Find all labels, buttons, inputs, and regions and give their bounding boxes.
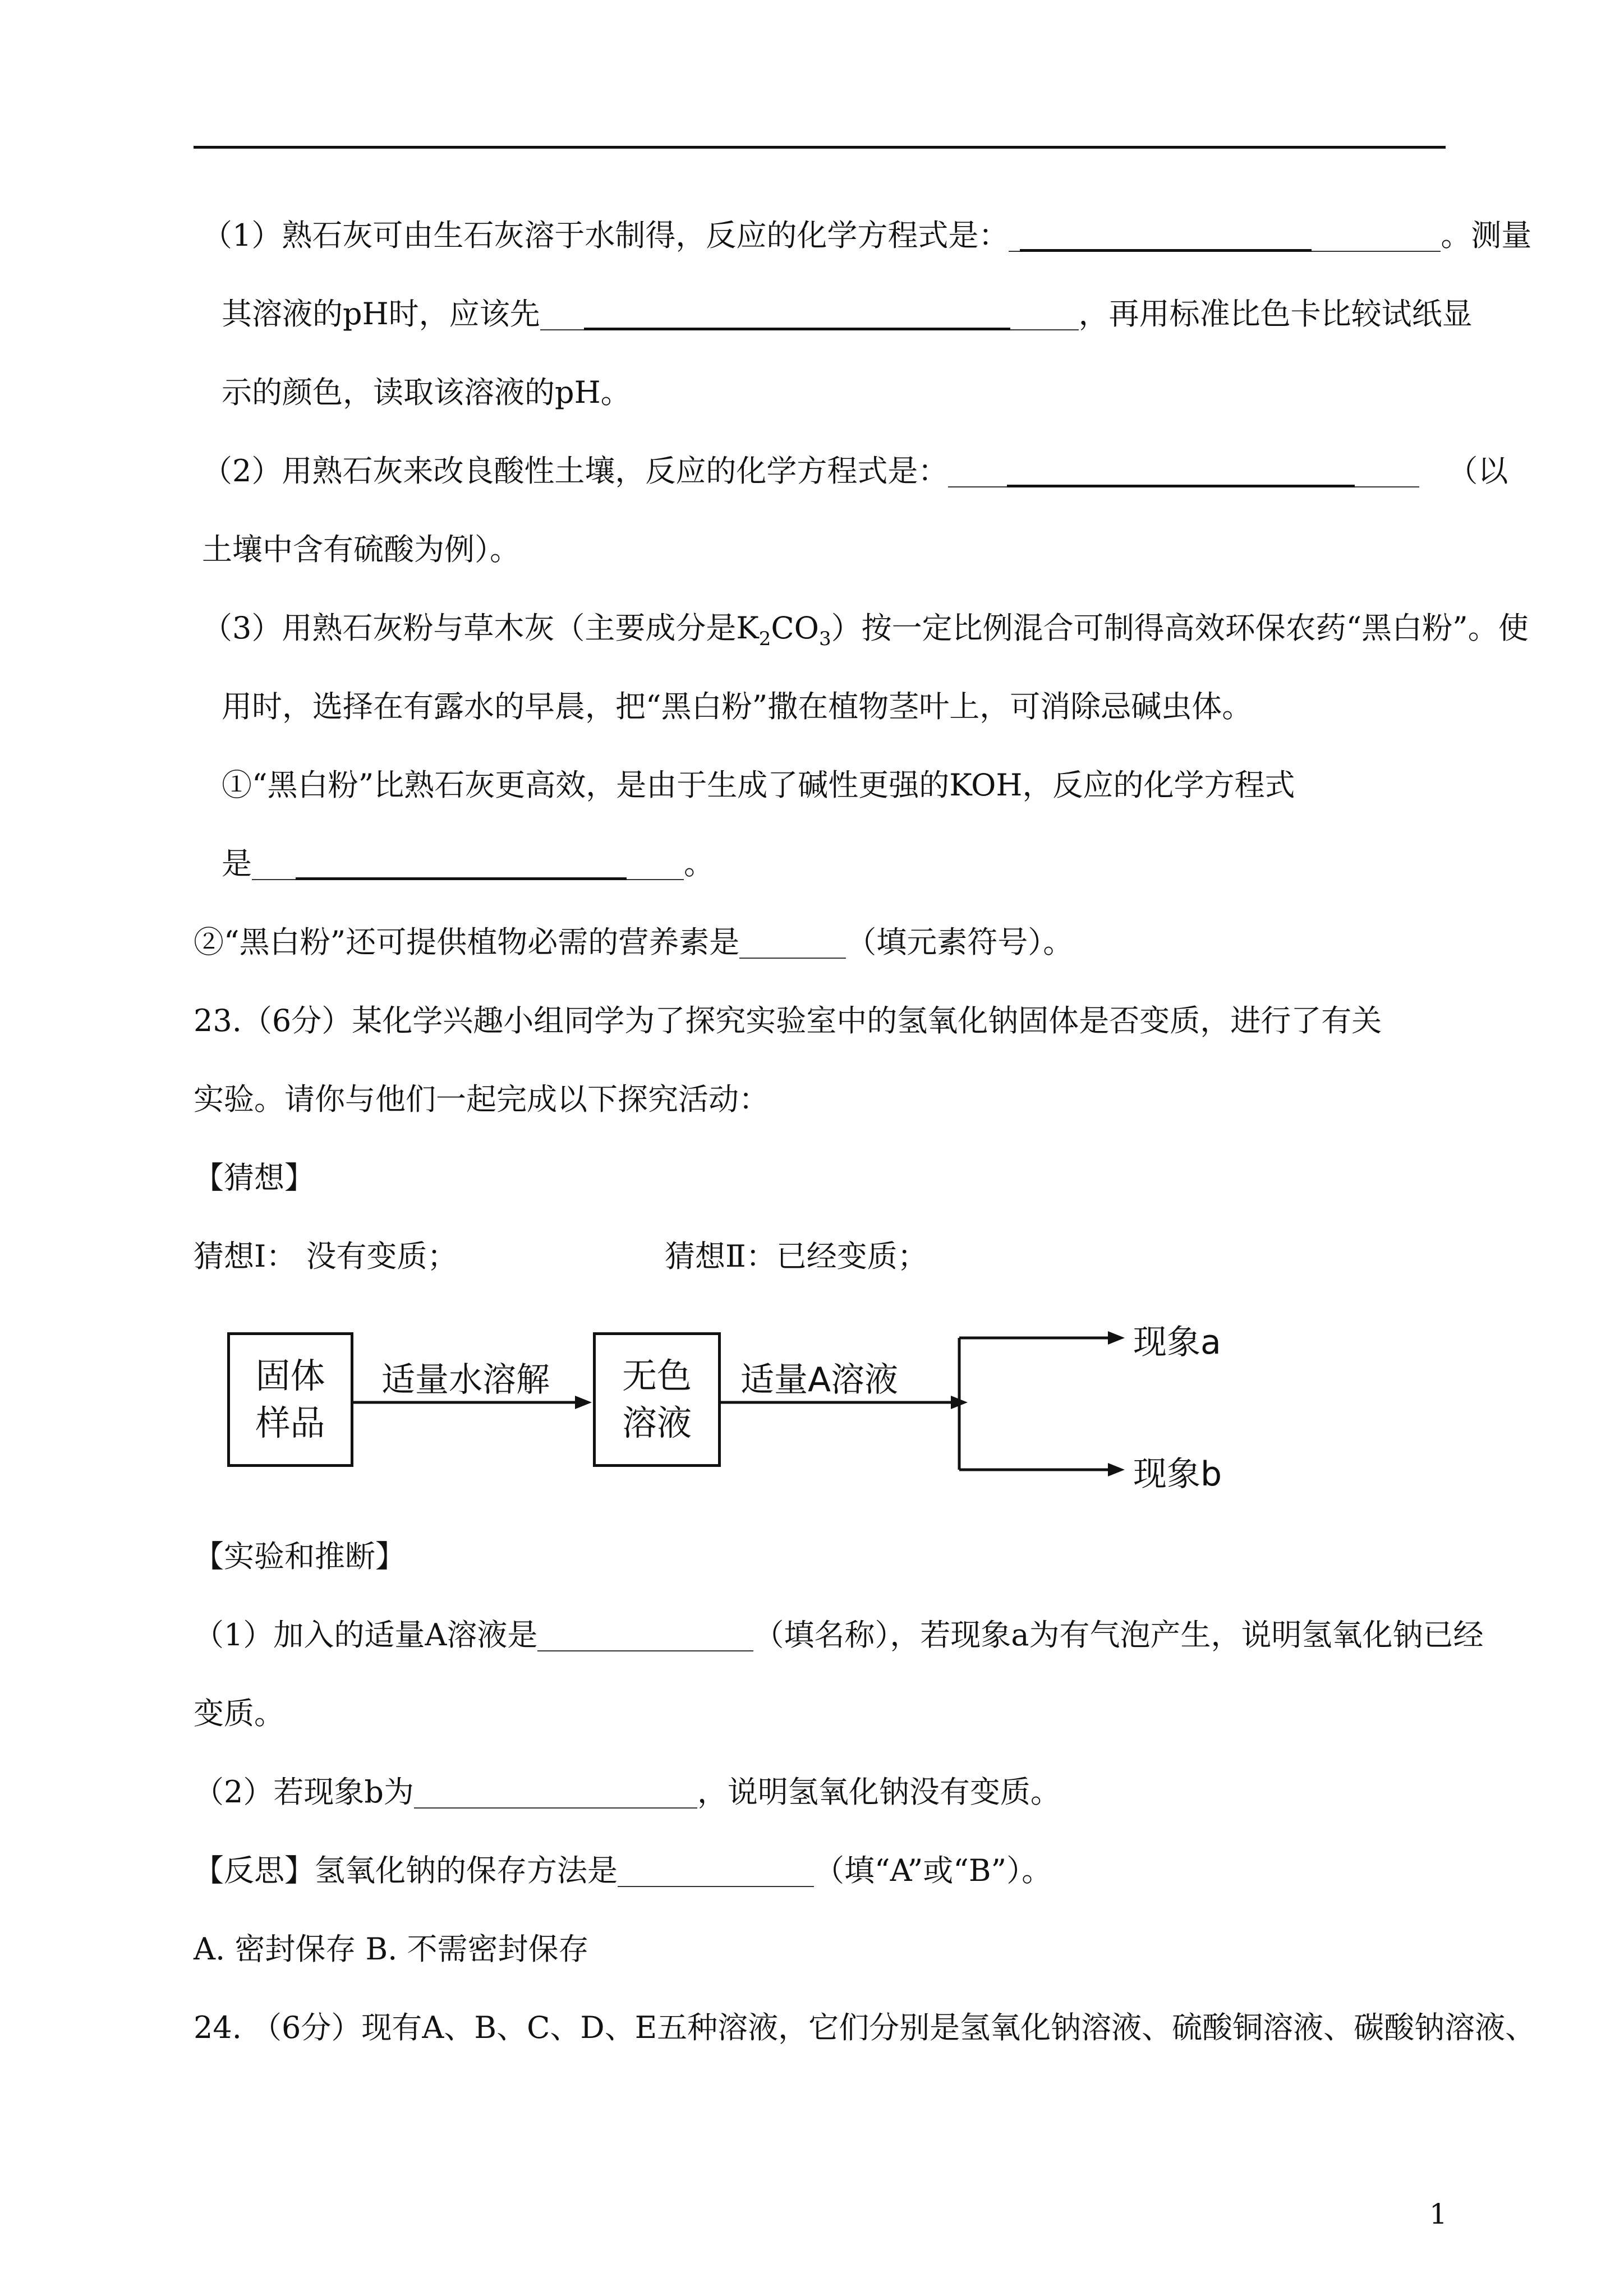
text: 24. （6分）现有A、B、C、D、E五种溶液，它们分别是氢氧化钠溶液、硫酸铜溶液、碳酸钠溶液、 <box>194 2010 1536 2045</box>
answer-blank[interactable] <box>414 1773 697 1812</box>
header-rule <box>194 146 1446 149</box>
text: （填名称），若现象a为有气泡产生，说明氢氧化钠已经 <box>753 1617 1484 1653</box>
options <box>194 1930 589 1969</box>
q22-part3-line2 <box>222 687 1252 726</box>
heading-experiment <box>194 1537 406 1576</box>
q22-part1-line1 <box>202 216 1531 255</box>
q22-part2-line2 <box>202 530 520 569</box>
text: 是 <box>222 846 252 881</box>
q24-line1 <box>194 2008 1535 2047</box>
text: ，说明氢氧化钠没有变质。 <box>697 1774 1061 1810</box>
text: A. 密封保存 B. 不需密封保存 <box>194 1931 589 1967</box>
text: （2）用熟石灰来改良酸性土壤，反应的化学方程式是： <box>202 453 949 489</box>
text: 。 <box>684 846 714 881</box>
guess-2 <box>665 1237 928 1276</box>
box-label: 固体 <box>255 1355 325 1396</box>
heading-guess <box>194 1158 315 1198</box>
text: 示的颜色，读取该溶液的pH。 <box>222 375 631 410</box>
page-number: 1 <box>1429 2198 1447 2230</box>
q22-part2-line1 <box>202 452 1508 491</box>
subscript: 2 <box>758 627 771 650</box>
q23-line2 <box>194 1080 769 1119</box>
text: ①“黑白粉”比熟石灰更高效，是由于生成了碱性更强的KOH，反应的化学方程式 <box>222 767 1295 803</box>
arrow-label-dissolve: 适量水溶解 <box>381 1360 550 1400</box>
text: 【实验和推断】 <box>194 1539 406 1574</box>
text: ，再用标准比色卡比较试纸显 <box>1078 296 1473 332</box>
colorless-solution-box <box>593 1332 721 1467</box>
text: 其溶液的pH时，应该先 <box>222 296 540 332</box>
text: 土壤中含有硫酸为例）。 <box>202 532 520 567</box>
q22-part3-sub1-line1 <box>222 766 1295 805</box>
text: （以 <box>1447 453 1508 489</box>
q22-part3-sub2 <box>194 923 1073 962</box>
text: 。测量 <box>1441 218 1532 253</box>
text: （2）若现象b为 <box>194 1774 414 1810</box>
solid-sample-box <box>227 1332 353 1467</box>
box-label: 溶液 <box>622 1402 692 1443</box>
text: （1）熟石灰可由生石灰溶于水制得，反应的化学方程式是： <box>202 218 1009 253</box>
exp-1-line1 <box>194 1616 1484 1655</box>
result-b-label: 现象b <box>1133 1455 1222 1494</box>
q22-part3-line1 <box>202 609 1529 659</box>
q22-part1-line3 <box>222 373 631 412</box>
text: 猜想Ⅰ： 没有变质； <box>194 1239 458 1274</box>
text: ②“黑白粉”还可提供植物必需的营养素是 <box>194 924 740 960</box>
flow-diagram <box>222 1313 1259 1503</box>
exp-1-line2 <box>194 1694 284 1733</box>
text: （填“A”或“B”）。 <box>814 1853 1052 1888</box>
text: （1）加入的适量A溶液是 <box>194 1617 538 1653</box>
q22-part1-line2 <box>222 295 1473 334</box>
text: （填元素符号）。 <box>846 924 1074 960</box>
text: CO <box>771 610 819 646</box>
answer-blank[interactable] <box>540 295 1079 334</box>
answer-blank[interactable] <box>948 452 1419 491</box>
subscript: 3 <box>818 627 831 650</box>
answer-blank[interactable] <box>1009 216 1441 255</box>
q22-part3-sub1-line2 <box>222 844 714 884</box>
text: 用时，选择在有露水的早晨，把“黑白粉”撒在植物茎叶上，可消除忌碱虫体。 <box>222 689 1253 724</box>
box-label: 无色 <box>622 1355 692 1396</box>
text: 猜想Ⅱ：已经变质； <box>665 1239 928 1274</box>
text: 【反思】氢氧化钠的保存方法是 <box>194 1853 618 1888</box>
exp-2 <box>194 1773 1061 1812</box>
result-a-label: 现象a <box>1133 1323 1221 1362</box>
text: （3）用熟石灰粉与草木灰（主要成分是K <box>202 610 759 646</box>
guess-1 <box>194 1237 458 1276</box>
box-label: 样品 <box>255 1402 325 1443</box>
q23-line1 <box>194 1001 1382 1041</box>
reflection <box>194 1851 1052 1890</box>
text: 【猜想】 <box>194 1160 315 1195</box>
text: 23.（6分）某化学兴趣小组同学为了探究实验室中的氢氧化钠固体是否变质，进行了有关 <box>194 1003 1382 1038</box>
flow-arrows <box>222 1313 1259 1503</box>
text: 变质。 <box>194 1696 284 1731</box>
answer-blank[interactable] <box>618 1851 814 1890</box>
text: 实验。请你与他们一起完成以下探究活动： <box>194 1082 769 1117</box>
answer-blank[interactable] <box>739 923 846 962</box>
answer-blank[interactable] <box>537 1616 753 1655</box>
text: ）按一定比例混合可制得高效环保农药“黑白粉”。使 <box>831 610 1529 646</box>
arrow-label-solution-a: 适量A溶液 <box>740 1360 899 1400</box>
answer-blank[interactable] <box>252 844 684 884</box>
